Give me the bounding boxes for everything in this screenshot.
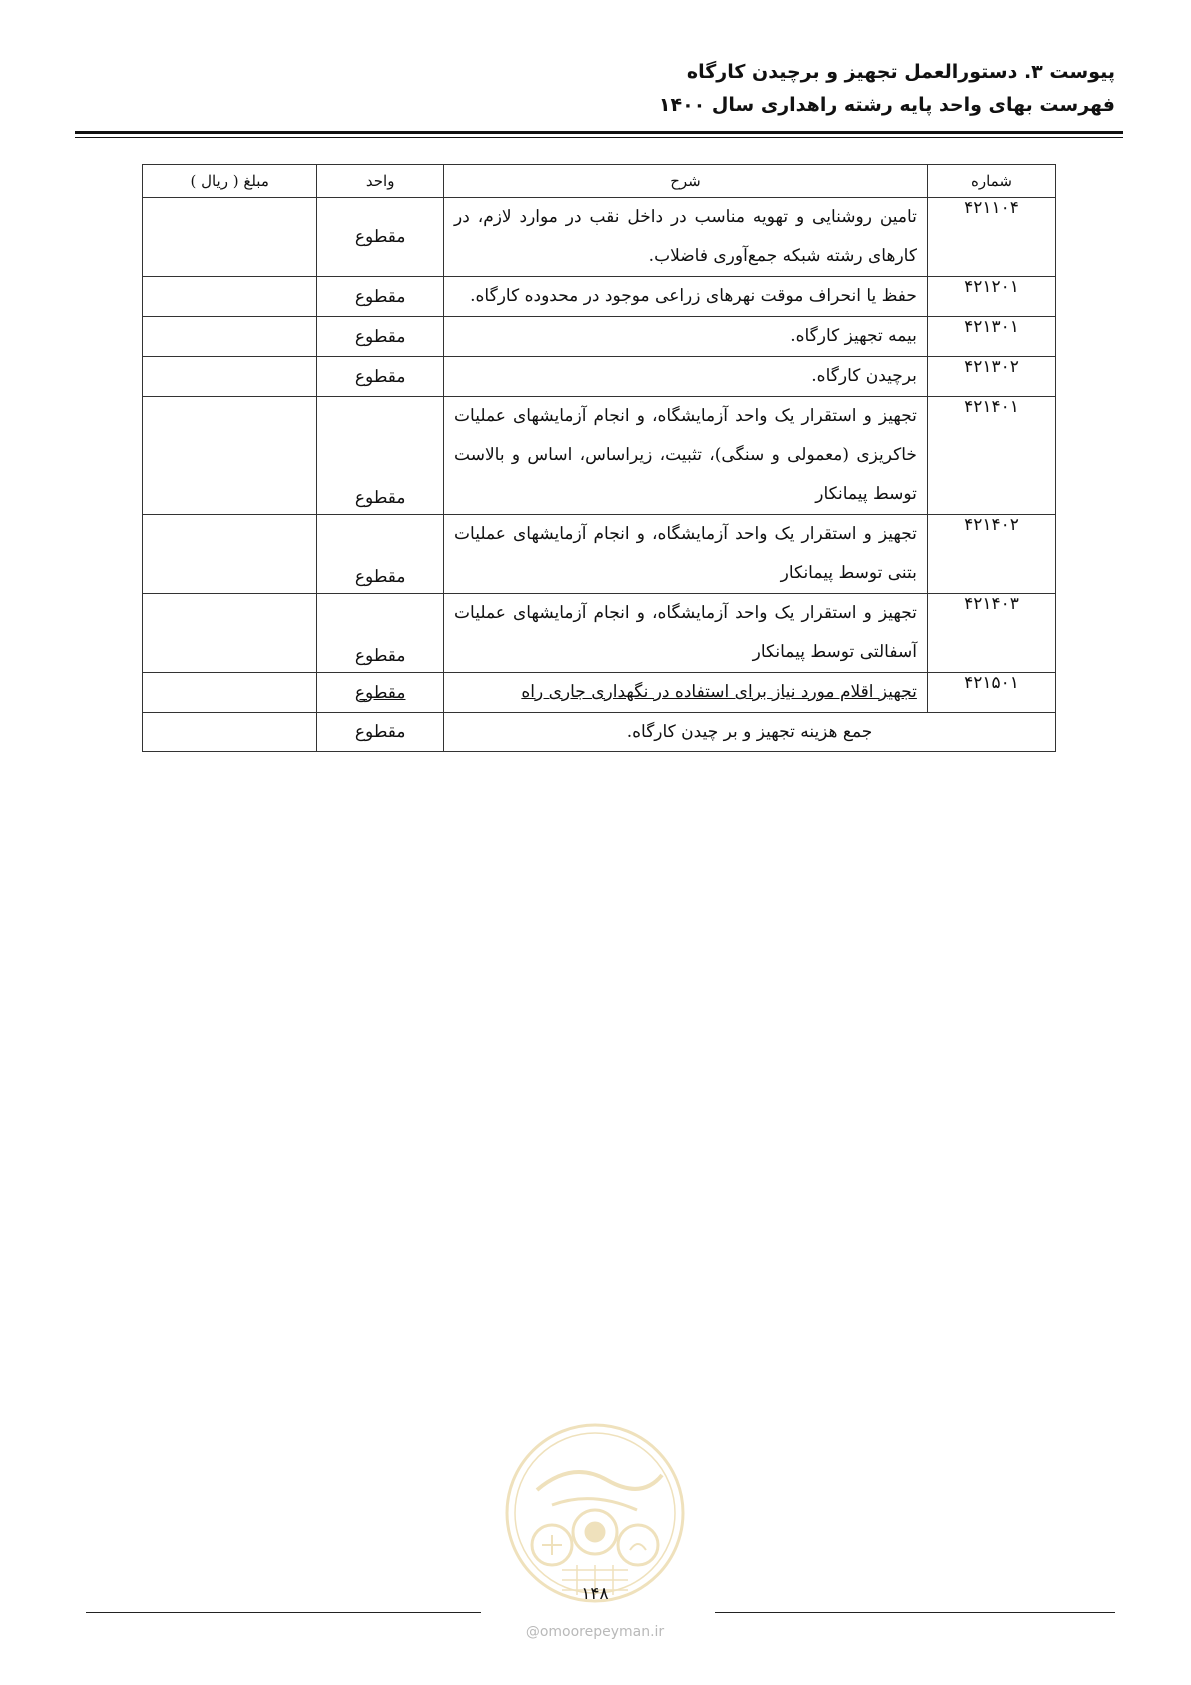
col-header-unit: واحد bbox=[317, 165, 444, 198]
row-unit: مقطوع bbox=[317, 317, 444, 357]
row-number: ۴۲۱۴۰۳ bbox=[927, 594, 1055, 673]
col-header-amount: مبلغ ( ریال ) bbox=[143, 165, 317, 198]
row-number: ۴۲۱۱۰۴ bbox=[927, 198, 1055, 277]
footer-rule-left bbox=[86, 1612, 481, 1613]
header-title: پیوست ۳. دستورالعمل تجهیز و برچیدن کارگاه bbox=[686, 61, 1115, 83]
row-description: تجهیز اقلام مورد نیاز برای استفاده در نگهداری جاری راه bbox=[444, 673, 928, 713]
row-unit: مقطوع bbox=[317, 397, 444, 515]
total-amount bbox=[143, 713, 317, 752]
row-unit: مقطوع bbox=[317, 673, 444, 713]
row-amount bbox=[143, 277, 317, 317]
table-row bbox=[143, 515, 1056, 594]
table-row bbox=[143, 357, 1056, 397]
table-total-row bbox=[143, 713, 1056, 752]
row-description: تجهیز و استقرار یک واحد آزمایشگاه، و انجام آزمایشهای عملیات بتنی توسط پیمانکار bbox=[444, 515, 928, 594]
site-url: @omoorepeyman.ir bbox=[525, 1624, 665, 1640]
row-amount bbox=[143, 397, 317, 515]
row-unit: مقطوع bbox=[317, 357, 444, 397]
header-subtitle: فهرست بهای واحد پایه رشته راهداری سال ۱۴۰۰ bbox=[658, 94, 1115, 116]
omoorepeyman-logo-icon bbox=[502, 1420, 688, 1606]
header-rule-thick bbox=[75, 131, 1123, 134]
row-description: تامین روشنایی و تهویه مناسب در داخل نقب در موارد لازم، در کارهای رشته شبکه جمع‌آوری فاضلاب. bbox=[444, 198, 928, 277]
row-amount bbox=[143, 673, 317, 713]
row-unit: مقطوع bbox=[317, 594, 444, 673]
page-number: ۱۴۸ bbox=[581, 1584, 609, 1604]
row-amount bbox=[143, 198, 317, 277]
row-number: ۴۲۱۴۰۲ bbox=[927, 515, 1055, 594]
row-unit: مقطوع bbox=[317, 198, 444, 277]
row-unit: مقطوع bbox=[317, 515, 444, 594]
table-header-row bbox=[143, 165, 1056, 198]
header-rule-thin bbox=[75, 137, 1123, 138]
col-header-description: شرح bbox=[444, 165, 928, 198]
row-unit: مقطوع bbox=[317, 277, 444, 317]
table-row bbox=[143, 397, 1056, 515]
row-description: برچیدن کارگاه. bbox=[444, 357, 928, 397]
row-amount bbox=[143, 317, 317, 357]
row-description: تجهیز و استقرار یک واحد آزمایشگاه، و انجام آزمایشهای عملیات آسفالتی توسط پیمانکار bbox=[444, 594, 928, 673]
row-amount bbox=[143, 594, 317, 673]
row-number: ۴۲۱۳۰۲ bbox=[927, 357, 1055, 397]
table-row bbox=[143, 594, 1056, 673]
footer-rule-right bbox=[715, 1612, 1115, 1613]
row-number: ۴۲۱۵۰۱ bbox=[927, 673, 1055, 713]
total-unit: مقطوع bbox=[317, 713, 444, 752]
row-amount bbox=[143, 357, 317, 397]
row-description: بیمه تجهیز کارگاه. bbox=[444, 317, 928, 357]
table-row bbox=[143, 673, 1056, 713]
row-number: ۴۲۱۴۰۱ bbox=[927, 397, 1055, 515]
row-amount bbox=[143, 515, 317, 594]
price-list-table bbox=[142, 164, 1056, 752]
row-number: ۴۲۱۲۰۱ bbox=[927, 277, 1055, 317]
table-row bbox=[143, 277, 1056, 317]
page-header bbox=[65, 56, 1115, 122]
table-row bbox=[143, 317, 1056, 357]
col-header-number: شماره bbox=[927, 165, 1055, 198]
row-description: تجهیز و استقرار یک واحد آزمایشگاه، و انجام آزمایشهای عملیات خاکریزی (معمولی و سنگی)، تثبیت، زیراساس، اساس و بالاست توسط پیمانکار bbox=[444, 397, 928, 515]
row-number: ۴۲۱۳۰۱ bbox=[927, 317, 1055, 357]
total-description: جمع هزینه تجهیز و بر چیدن کارگاه. bbox=[444, 713, 1056, 752]
table-row bbox=[143, 198, 1056, 277]
row-description: حفظ یا انحراف موقت نهرهای زراعی موجود در محدوده کارگاه. bbox=[444, 277, 928, 317]
